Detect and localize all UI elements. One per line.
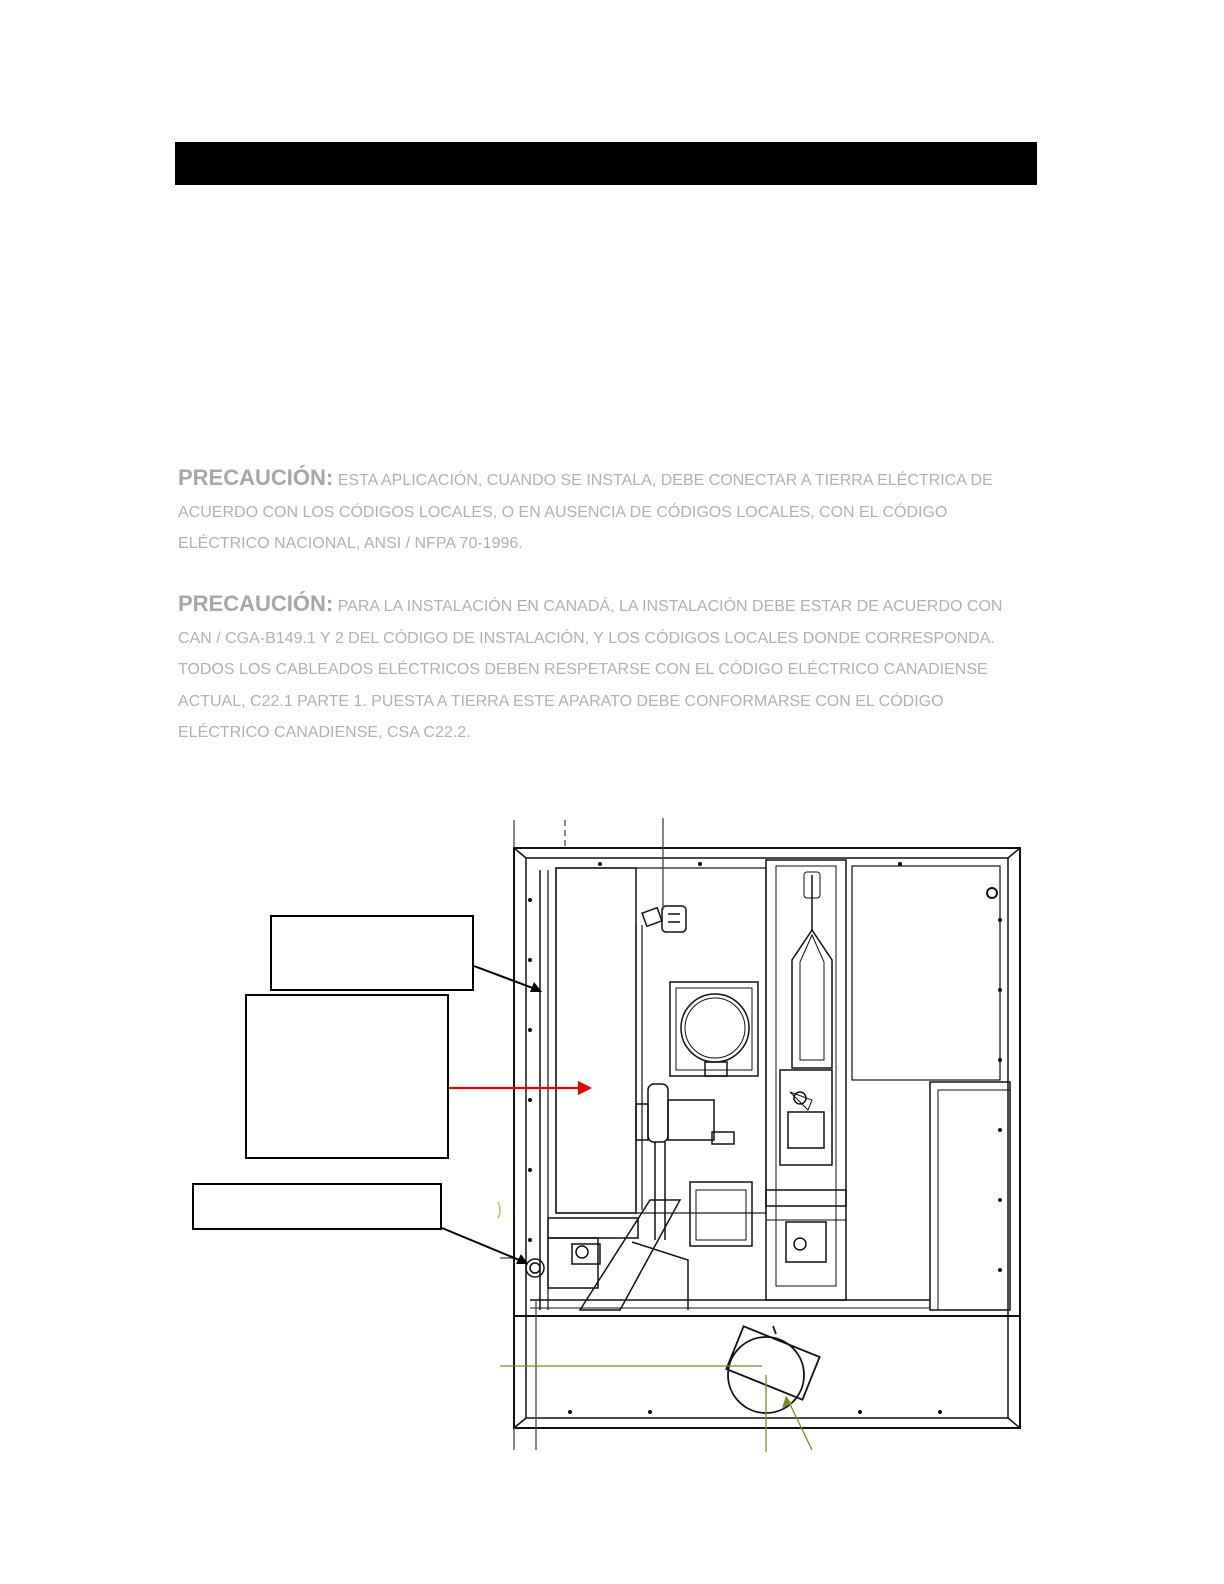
callout-arrow-3 bbox=[442, 1228, 524, 1262]
gas-valve-assembly bbox=[526, 1182, 930, 1310]
left-access-panel bbox=[556, 868, 636, 1213]
caution-text: ESTA APLICACIÓN, CUANDO SE INSTALA, DEBE CONECTAR A TIERRA ELÉCTRICA DE ACUERDO CON LOS CÓDIGOS LOCALES, O EN AUSENCIA DE CÓDIGOS LOCALES, CON EL CÓDIGO ELÉCTRICO NACIONAL, ANSI / NFPA 70-1996. bbox=[178, 472, 993, 552]
cabinet-inner-frame bbox=[526, 858, 1008, 1418]
callout-box-3 bbox=[192, 1183, 442, 1230]
combustion-blower bbox=[670, 982, 758, 1076]
guide-line-diagonal bbox=[788, 1400, 812, 1450]
caution-label: PRECAUCIÓN: bbox=[178, 465, 334, 490]
callout-box-1 bbox=[270, 915, 474, 991]
right-side-panel bbox=[852, 866, 1000, 1080]
bottom-chamber bbox=[514, 1316, 1020, 1428]
motor-assembly bbox=[636, 1084, 734, 1240]
callout-box-2 bbox=[245, 994, 449, 1159]
flue-collar bbox=[726, 1326, 819, 1413]
pressure-switch bbox=[642, 906, 686, 932]
burner-channel bbox=[766, 860, 846, 1300]
caution-label: PRECAUCIÓN: bbox=[178, 591, 334, 616]
cabinet-outer-frame bbox=[514, 848, 1020, 1428]
callout-arrow-1 bbox=[474, 966, 538, 990]
caution-text: PARA LA INSTALACIÓN EN CANADÁ, LA INSTALACIÓN DEBE ESTAR DE ACUERDO CON CAN / CGA-B149.1 Y 2 DEL CÓDIGO DE INSTALACIÓN, Y LOS CÓDIGOS LOCALES DONDE CORRESPONDA. TODOS LOS CABLEADOS ELÉCTRICOS DEBEN RESPETARSE CON EL CÓDIGO ELÉCTRICO CANADIENSE ACTUAL, C22.1 PARTE 1. PUESTA A TIERRA ESTE APARATO DEBE CONFORMARSE CON EL CÓDIGO ELÉCTRICO CANADIENSE, CSA C22.2. bbox=[178, 598, 1003, 741]
